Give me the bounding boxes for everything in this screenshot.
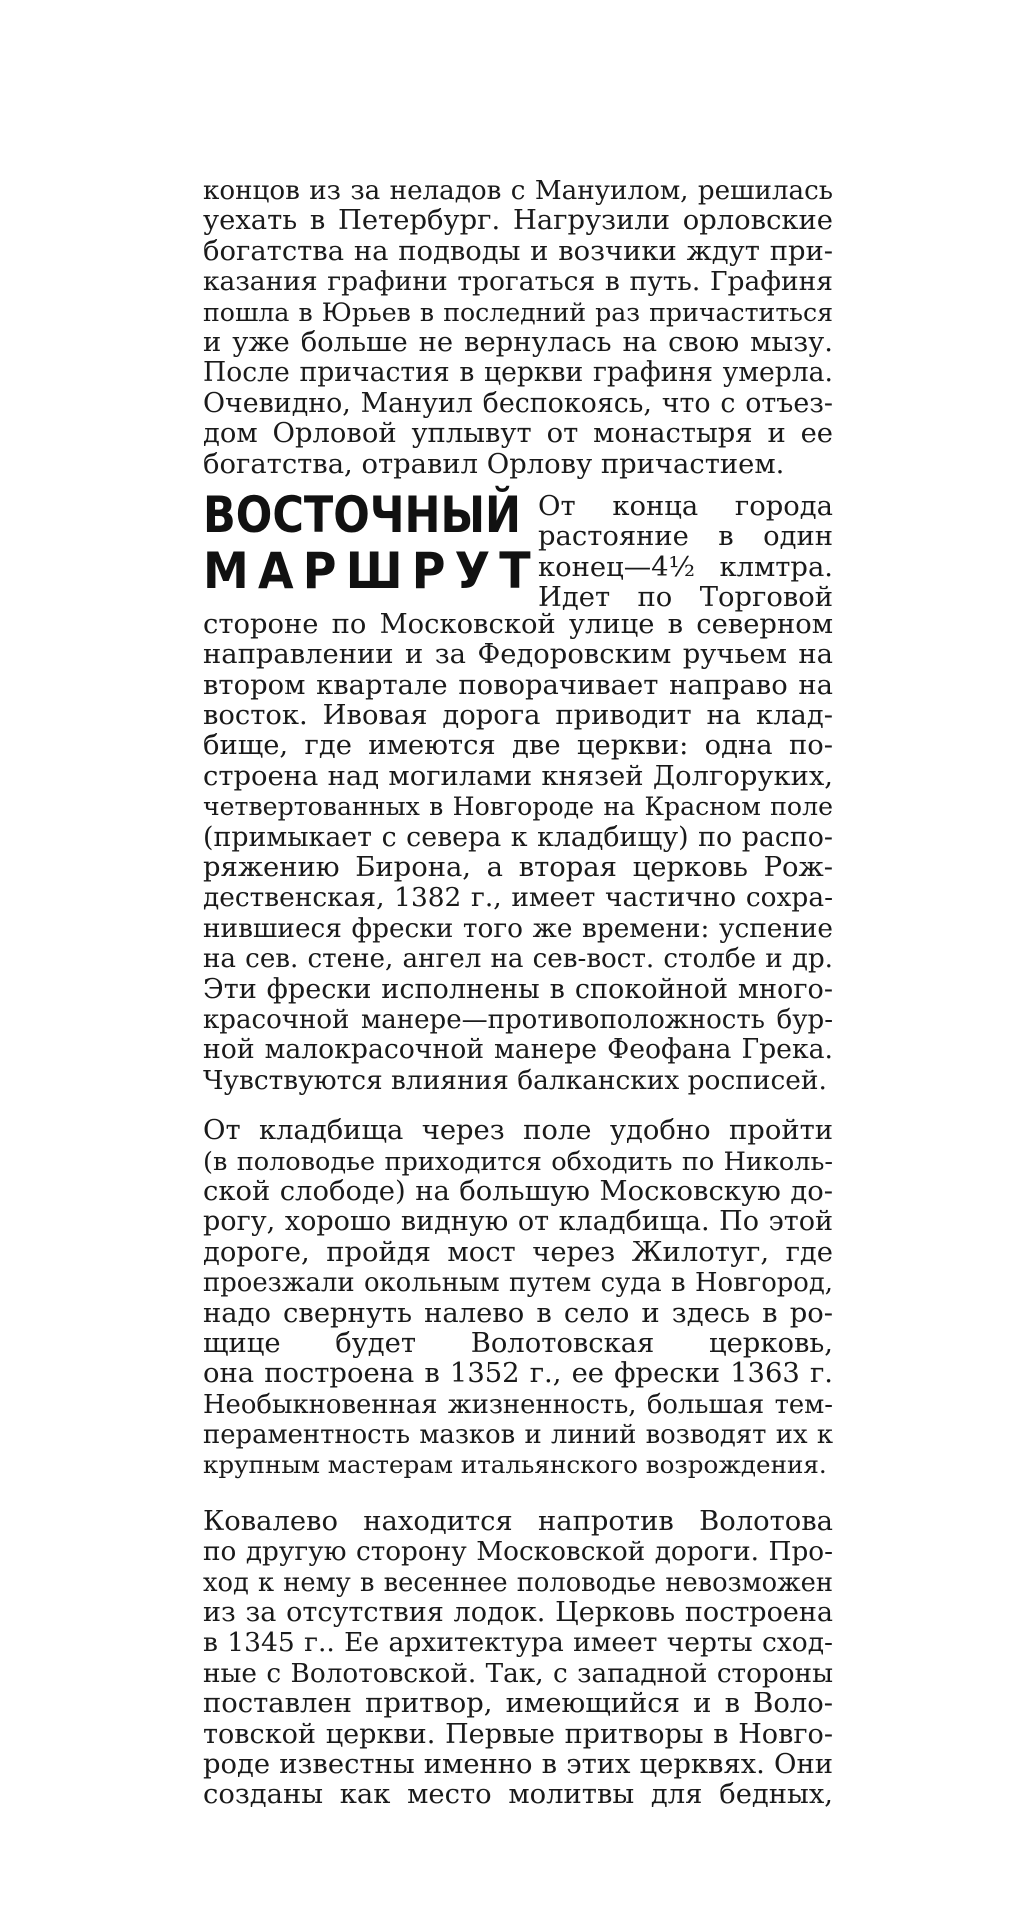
- text-line: щице будет Волотовская церковь,: [203, 1327, 833, 1359]
- text-line: рогу, хорошо видную от кладбища. По этой: [203, 1206, 833, 1238]
- text-line: Необыкновенная жизненность, большая тем-: [203, 1389, 833, 1420]
- text-line: ряжению Бирона, а вторая церковь Рож-: [203, 852, 833, 884]
- text-line: концов из за неладов с Мануилом, решилась: [203, 176, 833, 206]
- paragraph-volotovo: [203, 1116, 833, 1481]
- text-line: красочной манере—противоположность бур-: [203, 1004, 833, 1035]
- heading-side-text: [538, 492, 833, 614]
- text-line: уехать в Петербург. Нагрузили орловские: [203, 205, 833, 237]
- text-line: пошла в Юрьев в последний раз причаститься: [203, 297, 833, 327]
- text-line: крупным мастерам итальянского возрождения.: [203, 1450, 827, 1480]
- text-line: богатства на подводы и возчики ждут при-: [203, 235, 833, 267]
- paragraph-gap: [203, 1481, 833, 1507]
- text-line: восток. Ивовая дорога приводит на клад-: [203, 700, 833, 732]
- text-line: дом Орловой уплывут от монастыря и ее: [203, 418, 833, 450]
- text-line: четвертованных в Новгороде на Красном поле: [203, 792, 833, 822]
- text-line: Идет по Торговой: [538, 582, 833, 614]
- text-line: она построена в 1352 г., ее фрески 1363 г.: [203, 1358, 833, 1390]
- text-line: Ковалево находится напротив Волотова: [203, 1505, 833, 1537]
- text-line: роде известны именно в этих церквях. Они: [203, 1748, 833, 1780]
- text-line: стороне по Московской улице в северном: [203, 608, 833, 640]
- text-line: втором квартале поворачивает направо на: [203, 669, 833, 701]
- text-line: из за отсутствия лодок. Церковь построена: [203, 1597, 833, 1629]
- text-line: поставлен притвор, имеющийся и в Воло-: [203, 1688, 833, 1720]
- paragraph-kovalevo: [203, 1507, 833, 1811]
- text-line: строена над могилами князей Долгоруких,: [203, 760, 833, 792]
- text-line: Эти фрески исполнены в спокойной много-: [203, 973, 833, 1005]
- text-column: [203, 176, 833, 1811]
- text-line: на сев. стене, ангел на сев-вост. столбе и др.: [203, 944, 833, 975]
- heading-line-2: МАРШРУТ: [203, 541, 540, 600]
- heading-line-1: ВОСТОЧНЫЙ: [203, 485, 522, 544]
- text-line: дественская, 1382 г., имеет частично сохра-: [203, 882, 833, 914]
- text-line: После причастия в церкви графиня умерла.: [203, 357, 833, 389]
- text-line: богатства, отравил Орлову причастием.: [203, 448, 785, 480]
- text-line: направлении и за Федоровским ручьем на: [203, 639, 833, 671]
- text-line: (примыкает с севера к кладбищу) по распо-: [203, 821, 833, 853]
- text-line: ной малокрасочной манере Феофана Грека.: [203, 1034, 833, 1066]
- section-heading-block: [203, 485, 833, 614]
- text-line: ход к нему в весеннее половодье невозможен: [203, 1567, 833, 1598]
- text-line: растояние в один: [538, 521, 833, 553]
- section-heading: [203, 485, 540, 600]
- text-line: в 1345 г.. Ее архитектура имеет черты сход-: [203, 1627, 833, 1659]
- text-line: казания графини трогаться в путь. Графиня: [203, 266, 833, 298]
- text-line: ные с Волотовской. Так, с западной стороны: [203, 1658, 833, 1689]
- text-line: бище, где имеются две церкви: одна по-: [203, 730, 833, 762]
- text-line: проезжали окольным путем суда в Новгород,: [203, 1268, 833, 1299]
- paragraph-gap: [203, 1096, 833, 1116]
- text-line: созданы как место молитвы для бедных,: [203, 1779, 833, 1811]
- text-line: ской слободе) на большую Московскую до-: [203, 1175, 833, 1207]
- text-line: Чувствуются влияния балканских росписей.: [203, 1064, 827, 1096]
- paragraph-orlova: [203, 176, 833, 480]
- text-line: товской церкви. Первые притворы в Новго-: [203, 1718, 833, 1750]
- text-line: От конца города: [538, 490, 833, 522]
- paragraph-cemetery: [203, 610, 833, 1096]
- text-line: дороге, пройдя мост через Жилотуг, где: [203, 1236, 833, 1268]
- text-line: пераментность мазков и линий возводят их к: [203, 1420, 833, 1451]
- text-line: нившиеся фрески того же времени: успение: [203, 913, 833, 944]
- text-line: Очевидно, Мануил беспокоясь, что с отъез-: [203, 387, 833, 419]
- text-line: и уже больше не вернулась на свою мызу.: [203, 326, 833, 358]
- text-line: надо свернуть налево в село и здесь в ро-: [203, 1297, 833, 1329]
- text-line: конец—4½ клмтра.: [538, 551, 833, 583]
- text-line: (в половодье приходится обходить по Николь-: [203, 1146, 833, 1177]
- text-line: по другую сторону Московской дороги. Про-: [203, 1537, 833, 1568]
- text-line: От кладбища через поле удобно пройти: [203, 1115, 833, 1147]
